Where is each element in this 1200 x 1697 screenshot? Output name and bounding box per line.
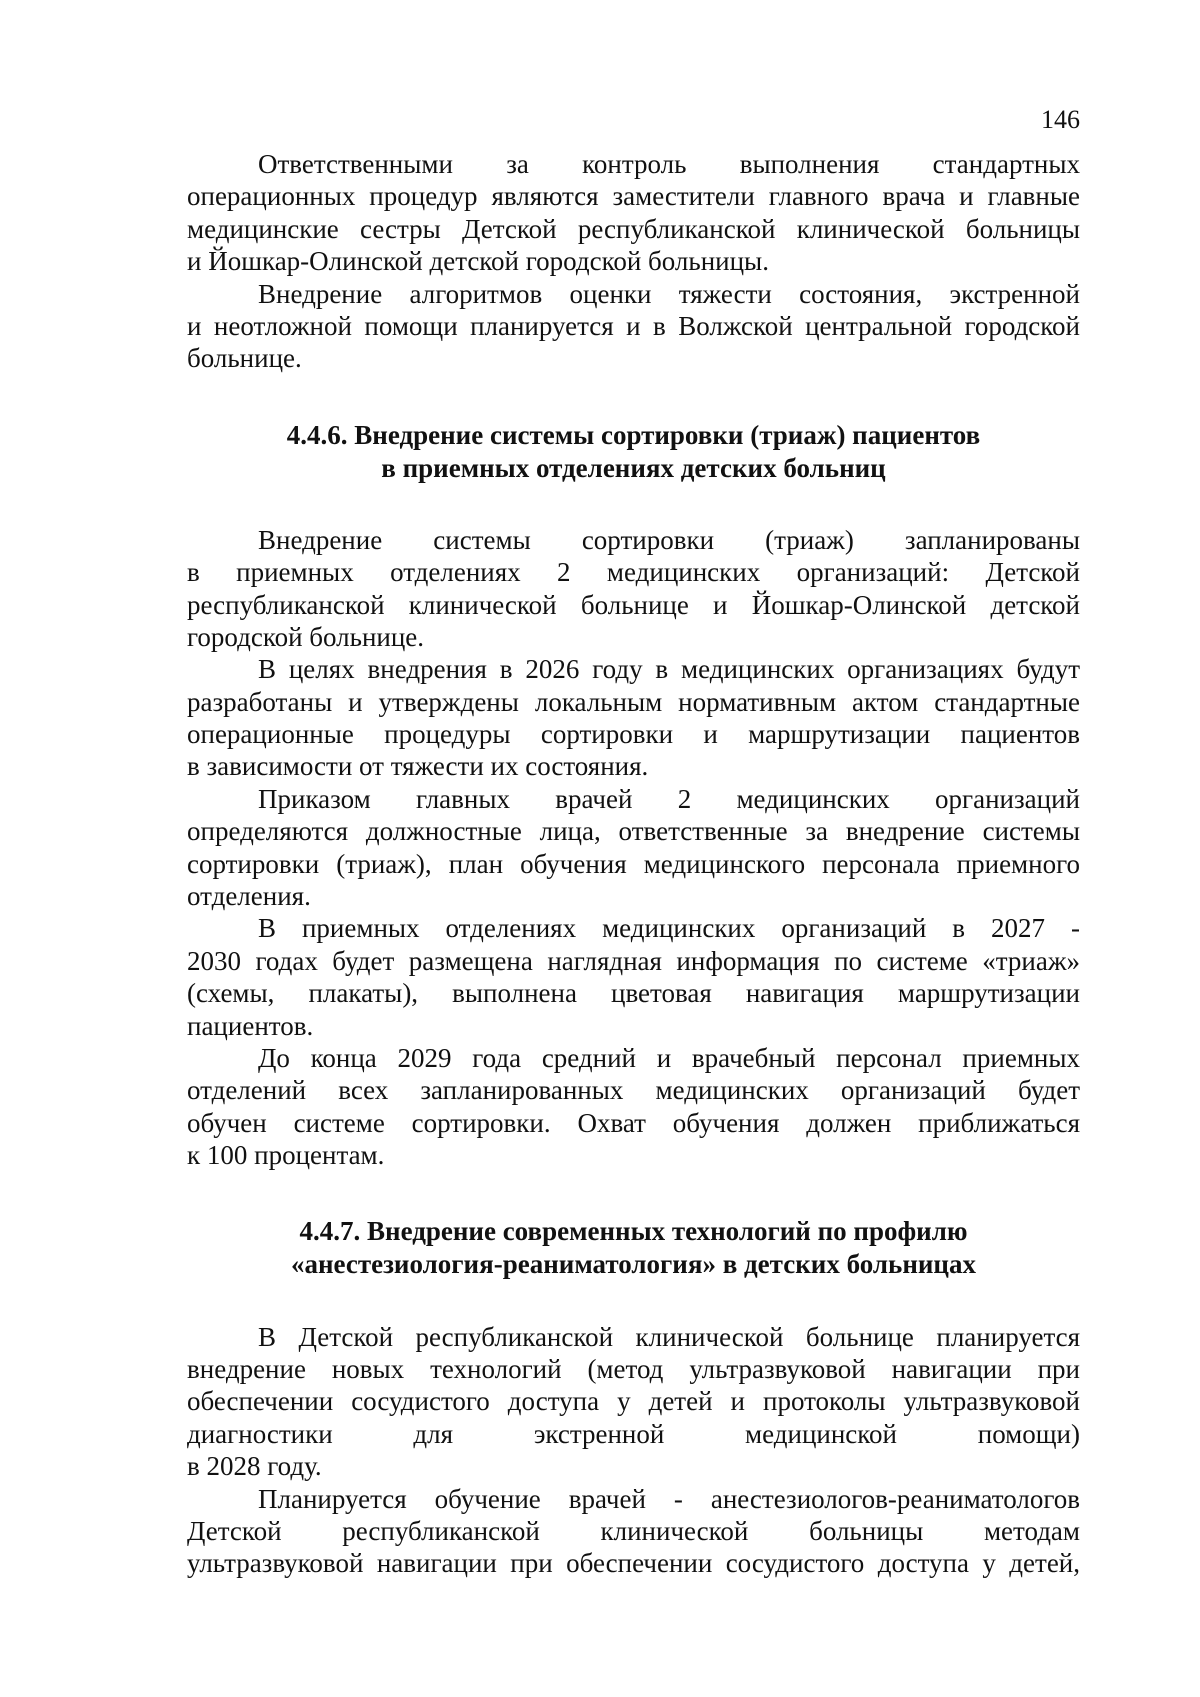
paragraph-line: ультразвуковой навигации при обеспечении сосудистого доступа у детей,: [187, 1548, 1080, 1579]
paragraph-line: Детской республиканской клинической больницы методам: [187, 1515, 1080, 1546]
paragraph: [187, 524, 1080, 654]
paragraph-line: (схемы, плакаты), выполнена цветовая навигация маршрутизации: [187, 978, 1080, 1009]
paragraph-line: Внедрение алгоритмов оценки тяжести состояния, экстренной: [258, 278, 1080, 309]
paragraph-line: отделений всех запланированных медицинских организаций будет: [187, 1075, 1080, 1106]
paragraph: [187, 148, 1080, 278]
page-number: 146: [1041, 105, 1080, 134]
paragraph-line: и Йошкар-Олинской детской городской больницы.: [187, 246, 769, 277]
paragraph-line: определяются должностные лица, ответственные за внедрение системы: [187, 816, 1080, 847]
paragraph-line: разработаны и утверждены локальным нормативным актом стандартные: [187, 686, 1080, 717]
paragraph: [187, 1483, 1080, 1580]
paragraph-line: внедрение новых технологий (метод ультразвуковой навигации при: [187, 1353, 1080, 1384]
paragraph-line: диагностики для экстренной медицинской помощи): [187, 1418, 1080, 1449]
paragraph-line: пациентов.: [187, 1010, 314, 1041]
paragraph-line: обеспечении сосудистого доступа у детей и протоколы ультразвуковой: [187, 1386, 1080, 1417]
paragraph-line: к 100 процентам.: [187, 1140, 385, 1171]
section-heading-4-4-7: [187, 1215, 1080, 1281]
paragraph-line: в 2028 году.: [187, 1451, 322, 1482]
paragraph: [187, 1042, 1080, 1172]
section-heading-4-4-6: [187, 419, 1080, 485]
document-body: [187, 148, 1080, 1580]
paragraph-line: обучен системе сортировки. Охват обучения должен приближаться: [187, 1107, 1080, 1138]
paragraph-line: отделения.: [187, 881, 311, 912]
paragraph: [187, 1321, 1080, 1483]
paragraph-line: сортировки (триаж), план обучения медицинского персонала приемного: [187, 848, 1080, 879]
paragraph-line: в зависимости от тяжести их состояния.: [187, 751, 649, 782]
paragraph-line: операционных процедур являются заместители главного врача и главные: [187, 181, 1080, 212]
paragraph-line: Ответственными за контроль выполнения стандартных: [258, 149, 1080, 179]
paragraph-line: операционные процедуры сортировки и маршрутизации пациентов: [187, 719, 1080, 750]
paragraph-line: Приказом главных врачей 2 медицинских организаций: [258, 783, 1080, 814]
paragraph-line: и неотложной помощи планируется и в Волжской центральной городской: [187, 310, 1080, 341]
paragraph-line: Внедрение системы сортировки (триаж) запланированы: [258, 524, 1080, 555]
paragraph-line: республиканской клинической больнице и Йошкар-Олинской детской: [187, 589, 1080, 620]
paragraph-line: В приемных отделениях медицинских организаций в 2027 -: [258, 913, 1080, 944]
paragraph: [187, 653, 1080, 783]
paragraph-line: В Детской республиканской клинической больнице планируется: [258, 1321, 1080, 1352]
paragraph-line: больнице.: [187, 343, 302, 374]
paragraph: [187, 783, 1080, 913]
paragraph-line: в приемных отделениях 2 медицинских организаций: Детской: [187, 557, 1080, 588]
paragraph: [187, 278, 1080, 375]
section-heading-line: в приемных отделениях детских больниц: [381, 452, 886, 483]
paragraph-line: медицинские сестры Детской республиканской клинической больницы: [187, 213, 1080, 244]
paragraph-line: городской больнице.: [187, 621, 425, 652]
paragraph-line: В целях внедрения в 2026 году в медицинских организациях будут: [258, 654, 1080, 685]
section-heading-line: 4.4.7. Внедрение современных технологий по профилю: [299, 1215, 968, 1246]
section-heading-line: «анестезиология-реаниматология» в детских больницах: [290, 1248, 976, 1279]
paragraph-line: Планируется обучение врачей - анестезиологов-реаниматологов: [258, 1483, 1080, 1514]
paragraph-line: 2030 годах будет размещена наглядная информация по системе «триаж»: [187, 945, 1080, 976]
section-heading-line: 4.4.6. Внедрение системы сортировки (триаж) пациентов: [286, 419, 981, 450]
paragraph: [187, 912, 1080, 1042]
paragraph-line: До конца 2029 года средний и врачебный персонал приемных: [258, 1042, 1080, 1073]
